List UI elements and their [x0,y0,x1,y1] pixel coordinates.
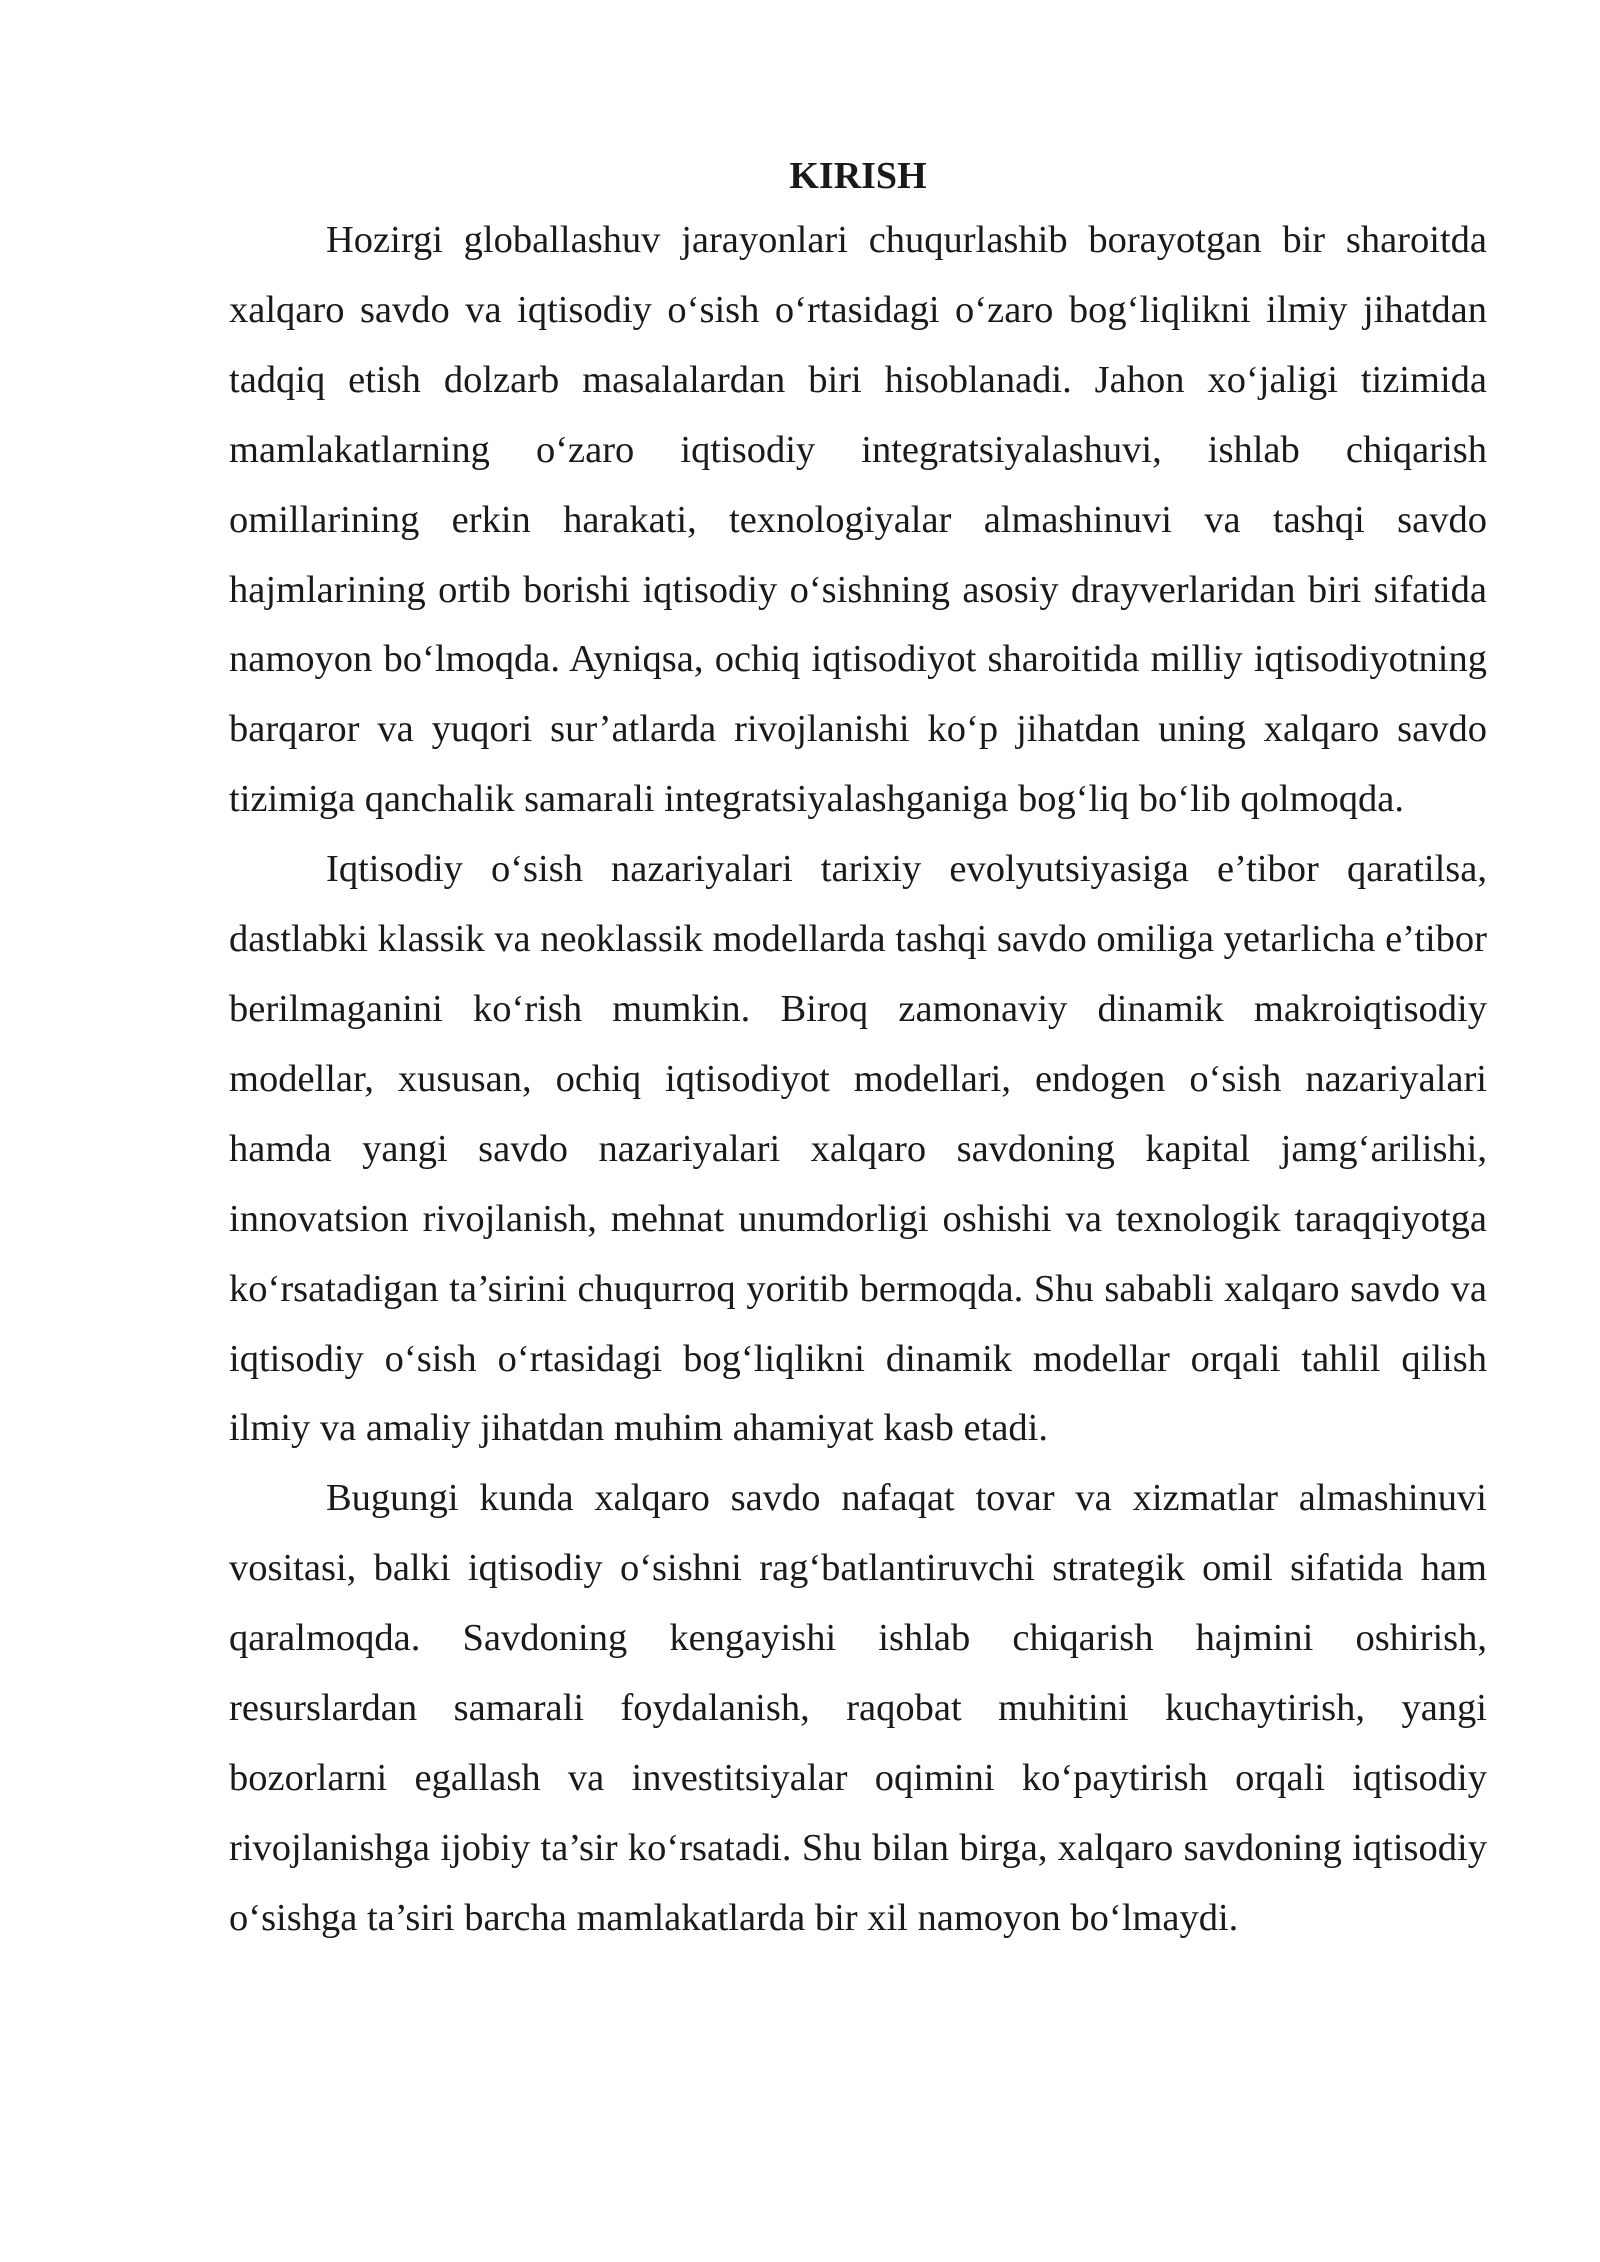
paragraph-3: Bugungi kunda xalqaro savdo nafaqat tovar va xizmatlar almashinuvi vositasi, balki iqtisodiy o‘sishni rag‘batlantiruvchi strategik omil sifatida ham qaralmoqda. Savdoning kengayishi ishlab chiqarish hajmini oshirish, resurslardan samarali foydalanish, raqobat muhitini kuchaytirish, yangi bozorlarni egallash va investitsiyalar oqimini ko‘paytirish orqali iqtisodiy rivojlanishga ijobiy ta’sir ko‘rsatadi. Shu bilan birga, xalqaro savdoning iqtisodiy o‘sishga ta’siri barcha mamlakatlarda bir xil namoyon bo‘lmaydi. [229,1477,1487,1939]
page-content [229,146,1487,1954]
paragraph-2: Iqtisodiy o‘sish nazariyalari tarixiy evolyutsiyasiga e’tibor qaratilsa, dastlabki klassik va neoklassik modellarda tashqi savdo omiliga yetarlicha e’tibor berilmaganini ko‘rish mumkin. Biroq zamonaviy dinamik makroiqtisodiy modellar, xususan, ochiq iqtisodiyot modellari, endogen o‘sish nazariyalari hamda yangi savdo nazariyalari xalqaro savdoning kapital jamg‘arilishi, innovatsion rivojlanish, mehnat unumdorligi oshishi va texnologik taraqqiyotga ko‘rsatadigan ta’sirini chuqurroq yoritib bermoqda. Shu sababli xalqaro savdo va iqtisodiy o‘sish o‘rtasidagi bog‘liqlikni dinamik modellar orqali tahlil qilish ilmiy va amaliy jihatdan muhim ahamiyat kasb etadi. [229,848,1487,1450]
paragraph-1: Hozirgi globallashuv jarayonlari chuqurlashib borayotgan bir sharoitda xalqaro savdo va iqtisodiy o‘sish o‘rtasidagi o‘zaro bog‘liqlikni ilmiy jihatdan tadqiq etish dolzarb masalalardan biri hisoblanadi. Jahon xo‘jaligi tizimida mamlakatlarning o‘zaro iqtisodiy integratsiyalashuvi, ishlab chiqarish omillarining erkin harakati, texnologiyalar almashinuvi va tashqi savdo hajmlarining ortib borishi iqtisodiy o‘sishning asosiy drayverlaridan biri sifatida namoyon bo‘lmoqda. Ayniqsa, ochiq iqtisodiyot sharoitida milliy iqtisodiyotning barqaror va yuqori sur’atlarda rivojlanishi ko‘p jihatdan uning xalqaro savdo tizimiga qanchalik samarali integratsiyalashganiga bog‘liq bo‘lib qolmoqda. [229,219,1487,821]
section-title: KIRISH [789,155,927,197]
